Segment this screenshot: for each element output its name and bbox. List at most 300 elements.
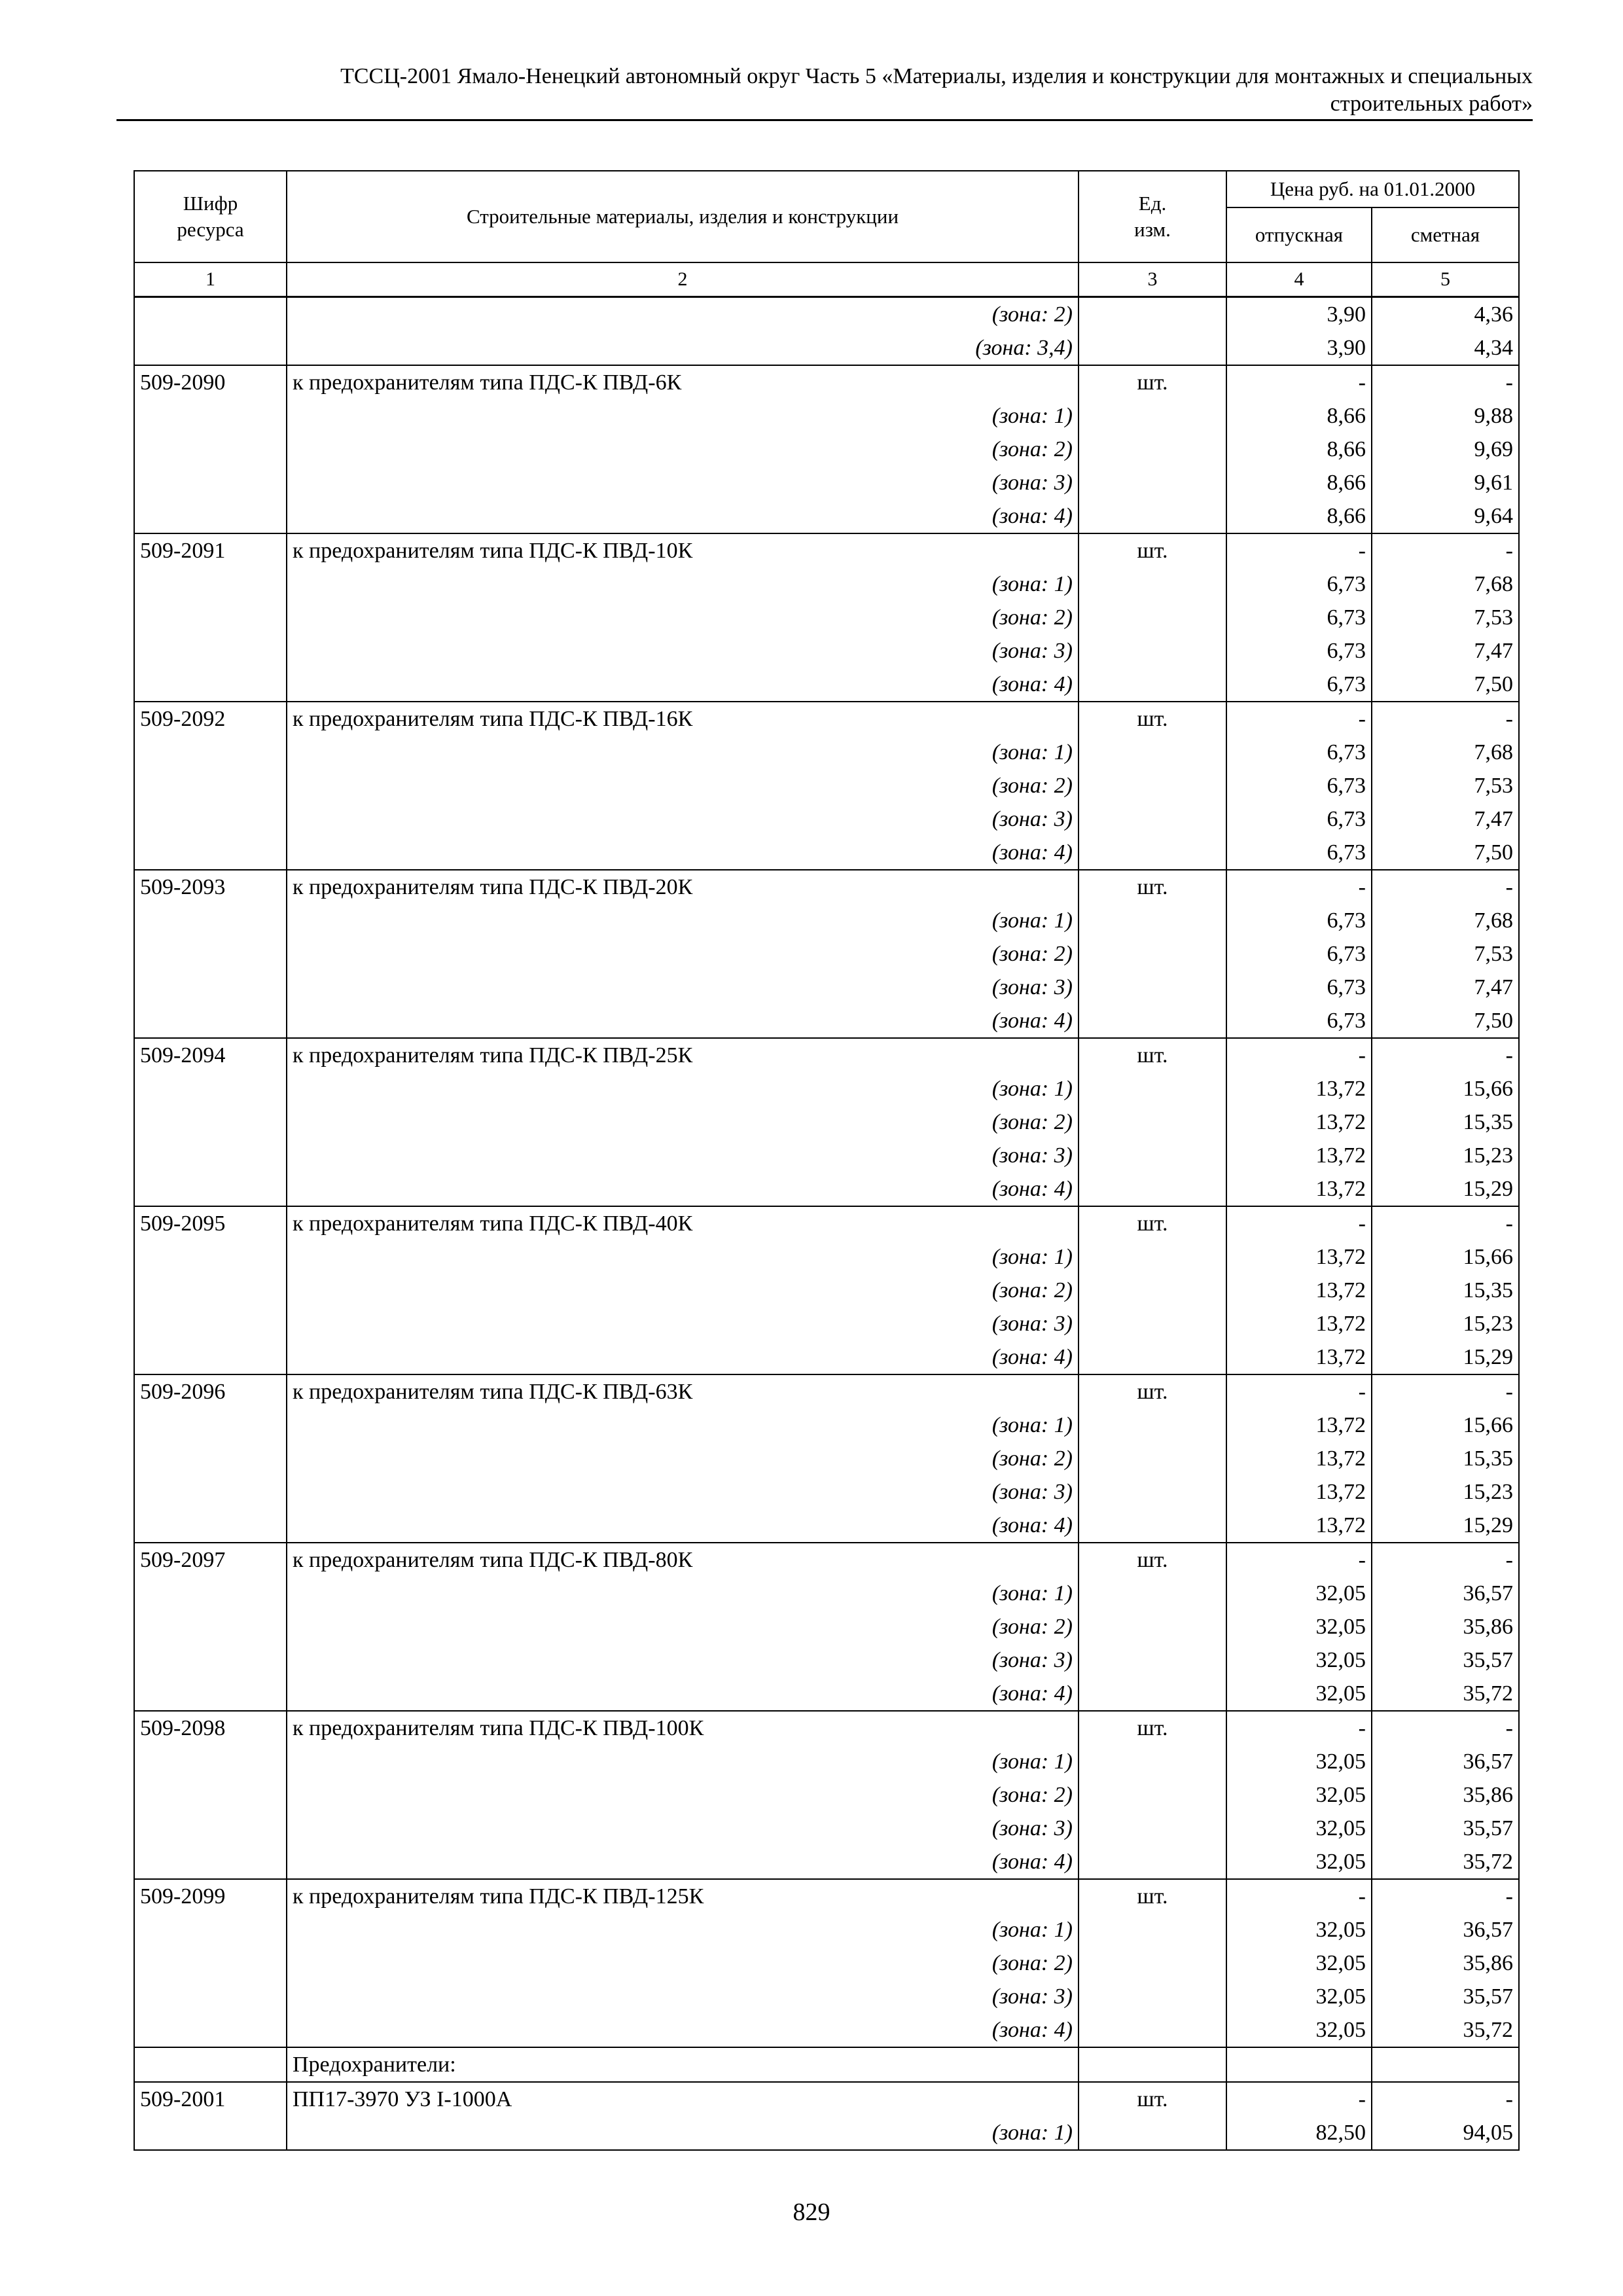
unit-cell (1079, 399, 1226, 433)
zone-label: (зона: 3) (287, 802, 1079, 836)
table-row-zone (134, 466, 1519, 499)
estimate-price-cell: 15,29 (1372, 1172, 1519, 1206)
release-price-cell: - (1226, 365, 1372, 399)
table-row-zone (134, 1408, 1519, 1442)
zone-label: (зона: 1) (287, 1072, 1079, 1105)
table-row-zone (134, 769, 1519, 802)
release-price-cell: 32,05 (1226, 1677, 1372, 1711)
table-body (134, 297, 1519, 2151)
price-table (134, 170, 1520, 2151)
release-price-cell: - (1226, 1038, 1372, 1072)
zone-label: (зона: 3) (287, 1475, 1079, 1509)
estimate-price-cell: - (1372, 1374, 1519, 1408)
table-row-zone (134, 1845, 1519, 1879)
estimate-price-cell: 15,23 (1372, 1139, 1519, 1172)
code-cell: 509-2094 (134, 1038, 287, 1072)
table-row-zone (134, 601, 1519, 634)
code-cell (134, 1577, 287, 1610)
table-row-zone (134, 399, 1519, 433)
code-cell (134, 2047, 287, 2082)
col-number: 3 (1079, 262, 1226, 297)
unit-cell (1079, 1677, 1226, 1711)
table-row-item (134, 365, 1519, 399)
release-price-cell: 13,72 (1226, 1172, 1372, 1206)
unit-cell (1079, 971, 1226, 1004)
unit-cell (1079, 1442, 1226, 1475)
release-price-cell (1226, 2047, 1372, 2082)
estimate-price-cell: 35,57 (1372, 1812, 1519, 1845)
release-price-cell: 32,05 (1226, 1946, 1372, 1980)
zone-label: (зона: 3) (287, 1980, 1079, 2013)
code-cell (134, 331, 287, 365)
zone-label: (зона: 2) (287, 937, 1079, 971)
release-price-cell: 6,73 (1226, 567, 1372, 601)
code-cell: 509-2001 (134, 2082, 287, 2116)
table-row-zone (134, 297, 1519, 332)
unit-cell (1079, 1913, 1226, 1946)
table-row-zone (134, 1475, 1519, 1509)
release-price-cell: 6,73 (1226, 836, 1372, 870)
code-cell (134, 1274, 287, 1307)
unit-cell (1079, 1240, 1226, 1274)
table-row-zone (134, 433, 1519, 466)
table-row-zone (134, 1778, 1519, 1812)
zone-label: (зона: 3) (287, 1643, 1079, 1677)
unit-cell: шт. (1079, 2082, 1226, 2116)
table-row-zone (134, 1913, 1519, 1946)
col-number: 1 (134, 262, 287, 297)
unit-cell (1079, 1340, 1226, 1374)
table-row-zone (134, 1745, 1519, 1778)
estimate-price-cell: 9,69 (1372, 433, 1519, 466)
code-cell (134, 668, 287, 702)
unit-cell (1079, 1004, 1226, 1038)
unit-cell: шт. (1079, 365, 1226, 399)
estimate-price-cell: 15,35 (1372, 1105, 1519, 1139)
estimate-price-cell: 7,50 (1372, 836, 1519, 870)
code-cell (134, 499, 287, 533)
unit-cell (1079, 1577, 1226, 1610)
code-cell (134, 1072, 287, 1105)
unit-cell (1079, 668, 1226, 702)
zone-label: (зона: 2) (287, 1105, 1079, 1139)
code-cell: 509-2096 (134, 1374, 287, 1408)
unit-cell (1079, 736, 1226, 769)
unit-cell (1079, 1307, 1226, 1340)
release-price-cell: 6,73 (1226, 802, 1372, 836)
code-cell (134, 1475, 287, 1509)
estimate-price-cell: - (1372, 1879, 1519, 1913)
col-number: 5 (1372, 262, 1519, 297)
code-cell (134, 1004, 287, 1038)
table-row-item (134, 870, 1519, 904)
estimate-price-cell: 9,61 (1372, 466, 1519, 499)
name-cell: к предохранителям типа ПДС-К ПВД-40К (287, 1206, 1079, 1240)
code-cell: 509-2091 (134, 533, 287, 567)
estimate-price-cell: 15,35 (1372, 1274, 1519, 1307)
estimate-price-cell: 15,66 (1372, 1240, 1519, 1274)
estimate-price-cell: 15,29 (1372, 1509, 1519, 1543)
release-price-cell: 82,50 (1226, 2116, 1372, 2150)
page-number: 829 (793, 2198, 830, 2226)
zone-label: (зона: 1) (287, 1240, 1079, 1274)
header-line-2: строительных работ» (1330, 92, 1533, 116)
table-row-item (134, 1711, 1519, 1745)
code-cell (134, 601, 287, 634)
code-cell (134, 1745, 287, 1778)
col-number: 4 (1226, 262, 1372, 297)
release-price-cell: - (1226, 533, 1372, 567)
zone-label: (зона: 1) (287, 1408, 1079, 1442)
unit-cell: шт. (1079, 702, 1226, 736)
release-price-cell: 13,72 (1226, 1408, 1372, 1442)
unit-cell (1079, 1643, 1226, 1677)
code-cell (134, 1442, 287, 1475)
code-cell (134, 433, 287, 466)
estimate-price-cell: 35,72 (1372, 1677, 1519, 1711)
table-row-zone (134, 567, 1519, 601)
section-title: Предохранители: (287, 2047, 1079, 2082)
table-row-zone (134, 2013, 1519, 2047)
table-row-zone (134, 331, 1519, 365)
zone-label: (зона: 1) (287, 904, 1079, 937)
unit-cell (1079, 601, 1226, 634)
code-cell: 509-2092 (134, 702, 287, 736)
zone-label: (зона: 2) (287, 601, 1079, 634)
unit-cell (1079, 499, 1226, 533)
estimate-price-cell: 9,64 (1372, 499, 1519, 533)
unit-cell (1079, 802, 1226, 836)
unit-cell: шт. (1079, 1374, 1226, 1408)
header-rule (116, 119, 1533, 121)
estimate-price-cell: 36,57 (1372, 1577, 1519, 1610)
table-row-item (134, 1038, 1519, 1072)
code-cell (134, 904, 287, 937)
estimate-price-cell: 7,47 (1372, 802, 1519, 836)
release-price-cell: 32,05 (1226, 1577, 1372, 1610)
unit-cell: шт. (1079, 1038, 1226, 1072)
release-price-cell: 3,90 (1226, 331, 1372, 365)
name-cell: к предохранителям типа ПДС-К ПВД-6К (287, 365, 1079, 399)
col-header-code: Шифр ресурса (134, 171, 287, 262)
code-cell (134, 937, 287, 971)
release-price-cell: - (1226, 870, 1372, 904)
code-cell: 509-2097 (134, 1543, 287, 1577)
table-row-zone (134, 1442, 1519, 1475)
code-cell: 509-2098 (134, 1711, 287, 1745)
section-row (134, 2047, 1519, 2082)
estimate-price-cell: 35,72 (1372, 1845, 1519, 1879)
unit-cell (1079, 1172, 1226, 1206)
zone-label: (зона: 1) (287, 1913, 1079, 1946)
unit-cell (1079, 466, 1226, 499)
unit-cell (1079, 1105, 1226, 1139)
name-cell: к предохранителям типа ПДС-К ПВД-10К (287, 533, 1079, 567)
unit-cell: шт. (1079, 1711, 1226, 1745)
unit-cell (1079, 1139, 1226, 1172)
code-cell (134, 2013, 287, 2047)
release-price-cell: 32,05 (1226, 1778, 1372, 1812)
table-row-zone (134, 1610, 1519, 1643)
release-price-cell: 8,66 (1226, 433, 1372, 466)
table-row-zone (134, 1577, 1519, 1610)
table-row-zone (134, 904, 1519, 937)
estimate-price-cell: 4,34 (1372, 331, 1519, 365)
code-cell (134, 1307, 287, 1340)
unit-cell: шт. (1079, 533, 1226, 567)
table-row-zone (134, 1072, 1519, 1105)
code-cell (134, 1778, 287, 1812)
name-cell: к предохранителям типа ПДС-К ПВД-80К (287, 1543, 1079, 1577)
estimate-price-cell: 7,53 (1372, 769, 1519, 802)
zone-label: (зона: 3) (287, 1812, 1079, 1845)
zone-label: (зона: 4) (287, 1509, 1079, 1543)
table-row-zone (134, 1980, 1519, 2013)
table-row-zone (134, 2116, 1519, 2150)
release-price-cell: 13,72 (1226, 1307, 1372, 1340)
unit-cell (1079, 1072, 1226, 1105)
release-price-cell: 13,72 (1226, 1475, 1372, 1509)
code-cell (134, 971, 287, 1004)
release-price-cell: 13,72 (1226, 1072, 1372, 1105)
code-cell: 509-2090 (134, 365, 287, 399)
unit-cell (1079, 1745, 1226, 1778)
table-row-item (134, 2082, 1519, 2116)
table-row-zone (134, 802, 1519, 836)
code-cell (134, 1105, 287, 1139)
table-row-zone (134, 668, 1519, 702)
code-cell (134, 1610, 287, 1643)
release-price-cell: 32,05 (1226, 1845, 1372, 1879)
code-cell (134, 399, 287, 433)
zone-label: (зона: 4) (287, 1172, 1079, 1206)
estimate-price-cell: - (1372, 1543, 1519, 1577)
zone-label: (зона: 2) (287, 1442, 1079, 1475)
table-row-item (134, 1879, 1519, 1913)
estimate-price-cell: 7,68 (1372, 567, 1519, 601)
estimate-price-cell: - (1372, 533, 1519, 567)
zone-label: (зона: 1) (287, 736, 1079, 769)
release-price-cell: 6,73 (1226, 971, 1372, 1004)
estimate-price-cell: 36,57 (1372, 1913, 1519, 1946)
table-row-item (134, 1206, 1519, 1240)
code-cell (134, 1240, 287, 1274)
release-price-cell: 8,66 (1226, 466, 1372, 499)
col-number: 2 (287, 262, 1079, 297)
zone-label: (зона: 3) (287, 971, 1079, 1004)
unit-cell: шт. (1079, 870, 1226, 904)
estimate-price-cell: 7,68 (1372, 904, 1519, 937)
zone-label: (зона: 3) (287, 634, 1079, 668)
table-row-zone (134, 634, 1519, 668)
estimate-price-cell: 7,53 (1372, 937, 1519, 971)
estimate-price-cell: 15,23 (1372, 1307, 1519, 1340)
code-cell: 509-2095 (134, 1206, 287, 1240)
zone-label: (зона: 4) (287, 1340, 1079, 1374)
unit-cell (1079, 331, 1226, 365)
code-cell (134, 1340, 287, 1374)
release-price-cell: 13,72 (1226, 1274, 1372, 1307)
table-row-zone (134, 1274, 1519, 1307)
release-price-cell: 6,73 (1226, 668, 1372, 702)
running-header (116, 63, 1533, 118)
release-price-cell: 6,73 (1226, 937, 1372, 971)
code-cell (134, 466, 287, 499)
col-header-name: Строительные материалы, изделия и конструкции (287, 171, 1079, 262)
estimate-price-cell: 35,57 (1372, 1980, 1519, 2013)
unit-cell (1079, 1475, 1226, 1509)
zone-label: (зона: 1) (287, 2116, 1079, 2150)
release-price-cell: 32,05 (1226, 2013, 1372, 2047)
code-cell (134, 1980, 287, 2013)
estimate-price-cell: 35,57 (1372, 1643, 1519, 1677)
unit-cell (1079, 634, 1226, 668)
unit-cell (1079, 567, 1226, 601)
release-price-cell: - (1226, 1879, 1372, 1913)
release-price-cell: 8,66 (1226, 399, 1372, 433)
table-row-zone (134, 1643, 1519, 1677)
estimate-price-cell: 35,86 (1372, 1778, 1519, 1812)
release-price-cell: 3,90 (1226, 297, 1372, 332)
zone-label: (зона: 3) (287, 466, 1079, 499)
table-row-zone (134, 736, 1519, 769)
zone-label: (зона: 3) (287, 1139, 1079, 1172)
release-price-cell: 6,73 (1226, 736, 1372, 769)
release-price-cell: 32,05 (1226, 1610, 1372, 1643)
release-price-cell: 32,05 (1226, 1913, 1372, 1946)
name-cell: к предохранителям типа ПДС-К ПВД-16К (287, 702, 1079, 736)
table-row-item (134, 1543, 1519, 1577)
estimate-price-cell: 7,50 (1372, 1004, 1519, 1038)
code-cell (134, 567, 287, 601)
code-cell (134, 1408, 287, 1442)
release-price-cell: - (1226, 1374, 1372, 1408)
unit-cell (1079, 1778, 1226, 1812)
unit-cell (1079, 1845, 1226, 1879)
estimate-price-cell: 35,72 (1372, 2013, 1519, 2047)
unit-cell (1079, 1274, 1226, 1307)
estimate-price-cell: 35,86 (1372, 1610, 1519, 1643)
table-row-zone (134, 1340, 1519, 1374)
table-row-zone (134, 499, 1519, 533)
estimate-price-cell: 7,47 (1372, 971, 1519, 1004)
estimate-price-cell: 7,53 (1372, 601, 1519, 634)
estimate-price-cell: 7,47 (1372, 634, 1519, 668)
zone-label: (зона: 2) (287, 1274, 1079, 1307)
estimate-price-cell: 7,50 (1372, 668, 1519, 702)
table-row-zone (134, 1240, 1519, 1274)
release-price-cell: - (1226, 2082, 1372, 2116)
estimate-price-cell: 15,29 (1372, 1340, 1519, 1374)
table-row-zone (134, 1105, 1519, 1139)
col-header-unit: Ед. изм. (1079, 171, 1226, 262)
table-row-zone (134, 1677, 1519, 1711)
zone-label: (зона: 4) (287, 668, 1079, 702)
release-price-cell: 6,73 (1226, 601, 1372, 634)
estimate-price-cell: - (1372, 870, 1519, 904)
col-header-release: отпускная (1226, 207, 1372, 262)
unit-cell: шт. (1079, 1543, 1226, 1577)
estimate-price-cell: 94,05 (1372, 2116, 1519, 2150)
release-price-cell: 13,72 (1226, 1240, 1372, 1274)
table-row-zone (134, 971, 1519, 1004)
unit-cell (1079, 297, 1226, 332)
code-cell (134, 1643, 287, 1677)
code-cell (134, 1812, 287, 1845)
code-cell (134, 836, 287, 870)
zone-label: (зона: 4) (287, 1677, 1079, 1711)
estimate-price-cell: 36,57 (1372, 1745, 1519, 1778)
release-price-cell: - (1226, 1711, 1372, 1745)
release-price-cell: 13,72 (1226, 1442, 1372, 1475)
table-row-zone (134, 1509, 1519, 1543)
release-price-cell: 8,66 (1226, 499, 1372, 533)
release-price-cell: 6,73 (1226, 634, 1372, 668)
table-row-zone (134, 1139, 1519, 1172)
release-price-cell: 13,72 (1226, 1509, 1372, 1543)
table-row-zone (134, 1812, 1519, 1845)
code-cell (134, 1172, 287, 1206)
release-price-cell: - (1226, 1206, 1372, 1240)
zone-label: (зона: 2) (287, 433, 1079, 466)
zone-label: (зона: 2) (287, 769, 1079, 802)
code-cell (134, 769, 287, 802)
name-cell: ПП17-3970 УЗ I-1000А (287, 2082, 1079, 2116)
zone-label: (зона: 1) (287, 1577, 1079, 1610)
code-cell (134, 2116, 287, 2150)
estimate-price-cell: 4,36 (1372, 297, 1519, 332)
name-cell: к предохранителям типа ПДС-К ПВД-125К (287, 1879, 1079, 1913)
code-cell (134, 297, 287, 332)
release-price-cell: 32,05 (1226, 1745, 1372, 1778)
estimate-price-cell: 15,35 (1372, 1442, 1519, 1475)
unit-cell (1079, 1509, 1226, 1543)
code-cell: 509-2093 (134, 870, 287, 904)
table-header (134, 171, 1519, 297)
zone-label: (зона: 2) (287, 1778, 1079, 1812)
estimate-price-cell: 15,66 (1372, 1408, 1519, 1442)
unit-cell (1079, 937, 1226, 971)
release-price-cell: 32,05 (1226, 1812, 1372, 1845)
estimate-price-cell: - (1372, 2082, 1519, 2116)
code-cell (134, 634, 287, 668)
release-price-cell: 32,05 (1226, 1980, 1372, 2013)
code-cell (134, 1845, 287, 1879)
unit-cell (1079, 1610, 1226, 1643)
zone-label: (зона: 2) (287, 1946, 1079, 1980)
estimate-price-cell: - (1372, 1206, 1519, 1240)
zone-label: (зона: 1) (287, 567, 1079, 601)
unit-cell (1079, 1980, 1226, 2013)
code-cell (134, 1509, 287, 1543)
unit-cell (1079, 433, 1226, 466)
release-price-cell: 13,72 (1226, 1139, 1372, 1172)
release-price-cell: 6,73 (1226, 769, 1372, 802)
table-row-zone (134, 836, 1519, 870)
estimate-price-cell: - (1372, 1038, 1519, 1072)
unit-cell (1079, 2116, 1226, 2150)
unit-cell (1079, 2013, 1226, 2047)
zone-label: (зона: 4) (287, 836, 1079, 870)
code-cell (134, 1677, 287, 1711)
release-price-cell: 6,73 (1226, 1004, 1372, 1038)
release-price-cell: - (1226, 702, 1372, 736)
unit-cell: шт. (1079, 1879, 1226, 1913)
zone-label: (зона: 1) (287, 1745, 1079, 1778)
estimate-price-cell: 15,23 (1372, 1475, 1519, 1509)
unit-cell (1079, 2047, 1226, 2082)
table-row-zone (134, 1946, 1519, 1980)
